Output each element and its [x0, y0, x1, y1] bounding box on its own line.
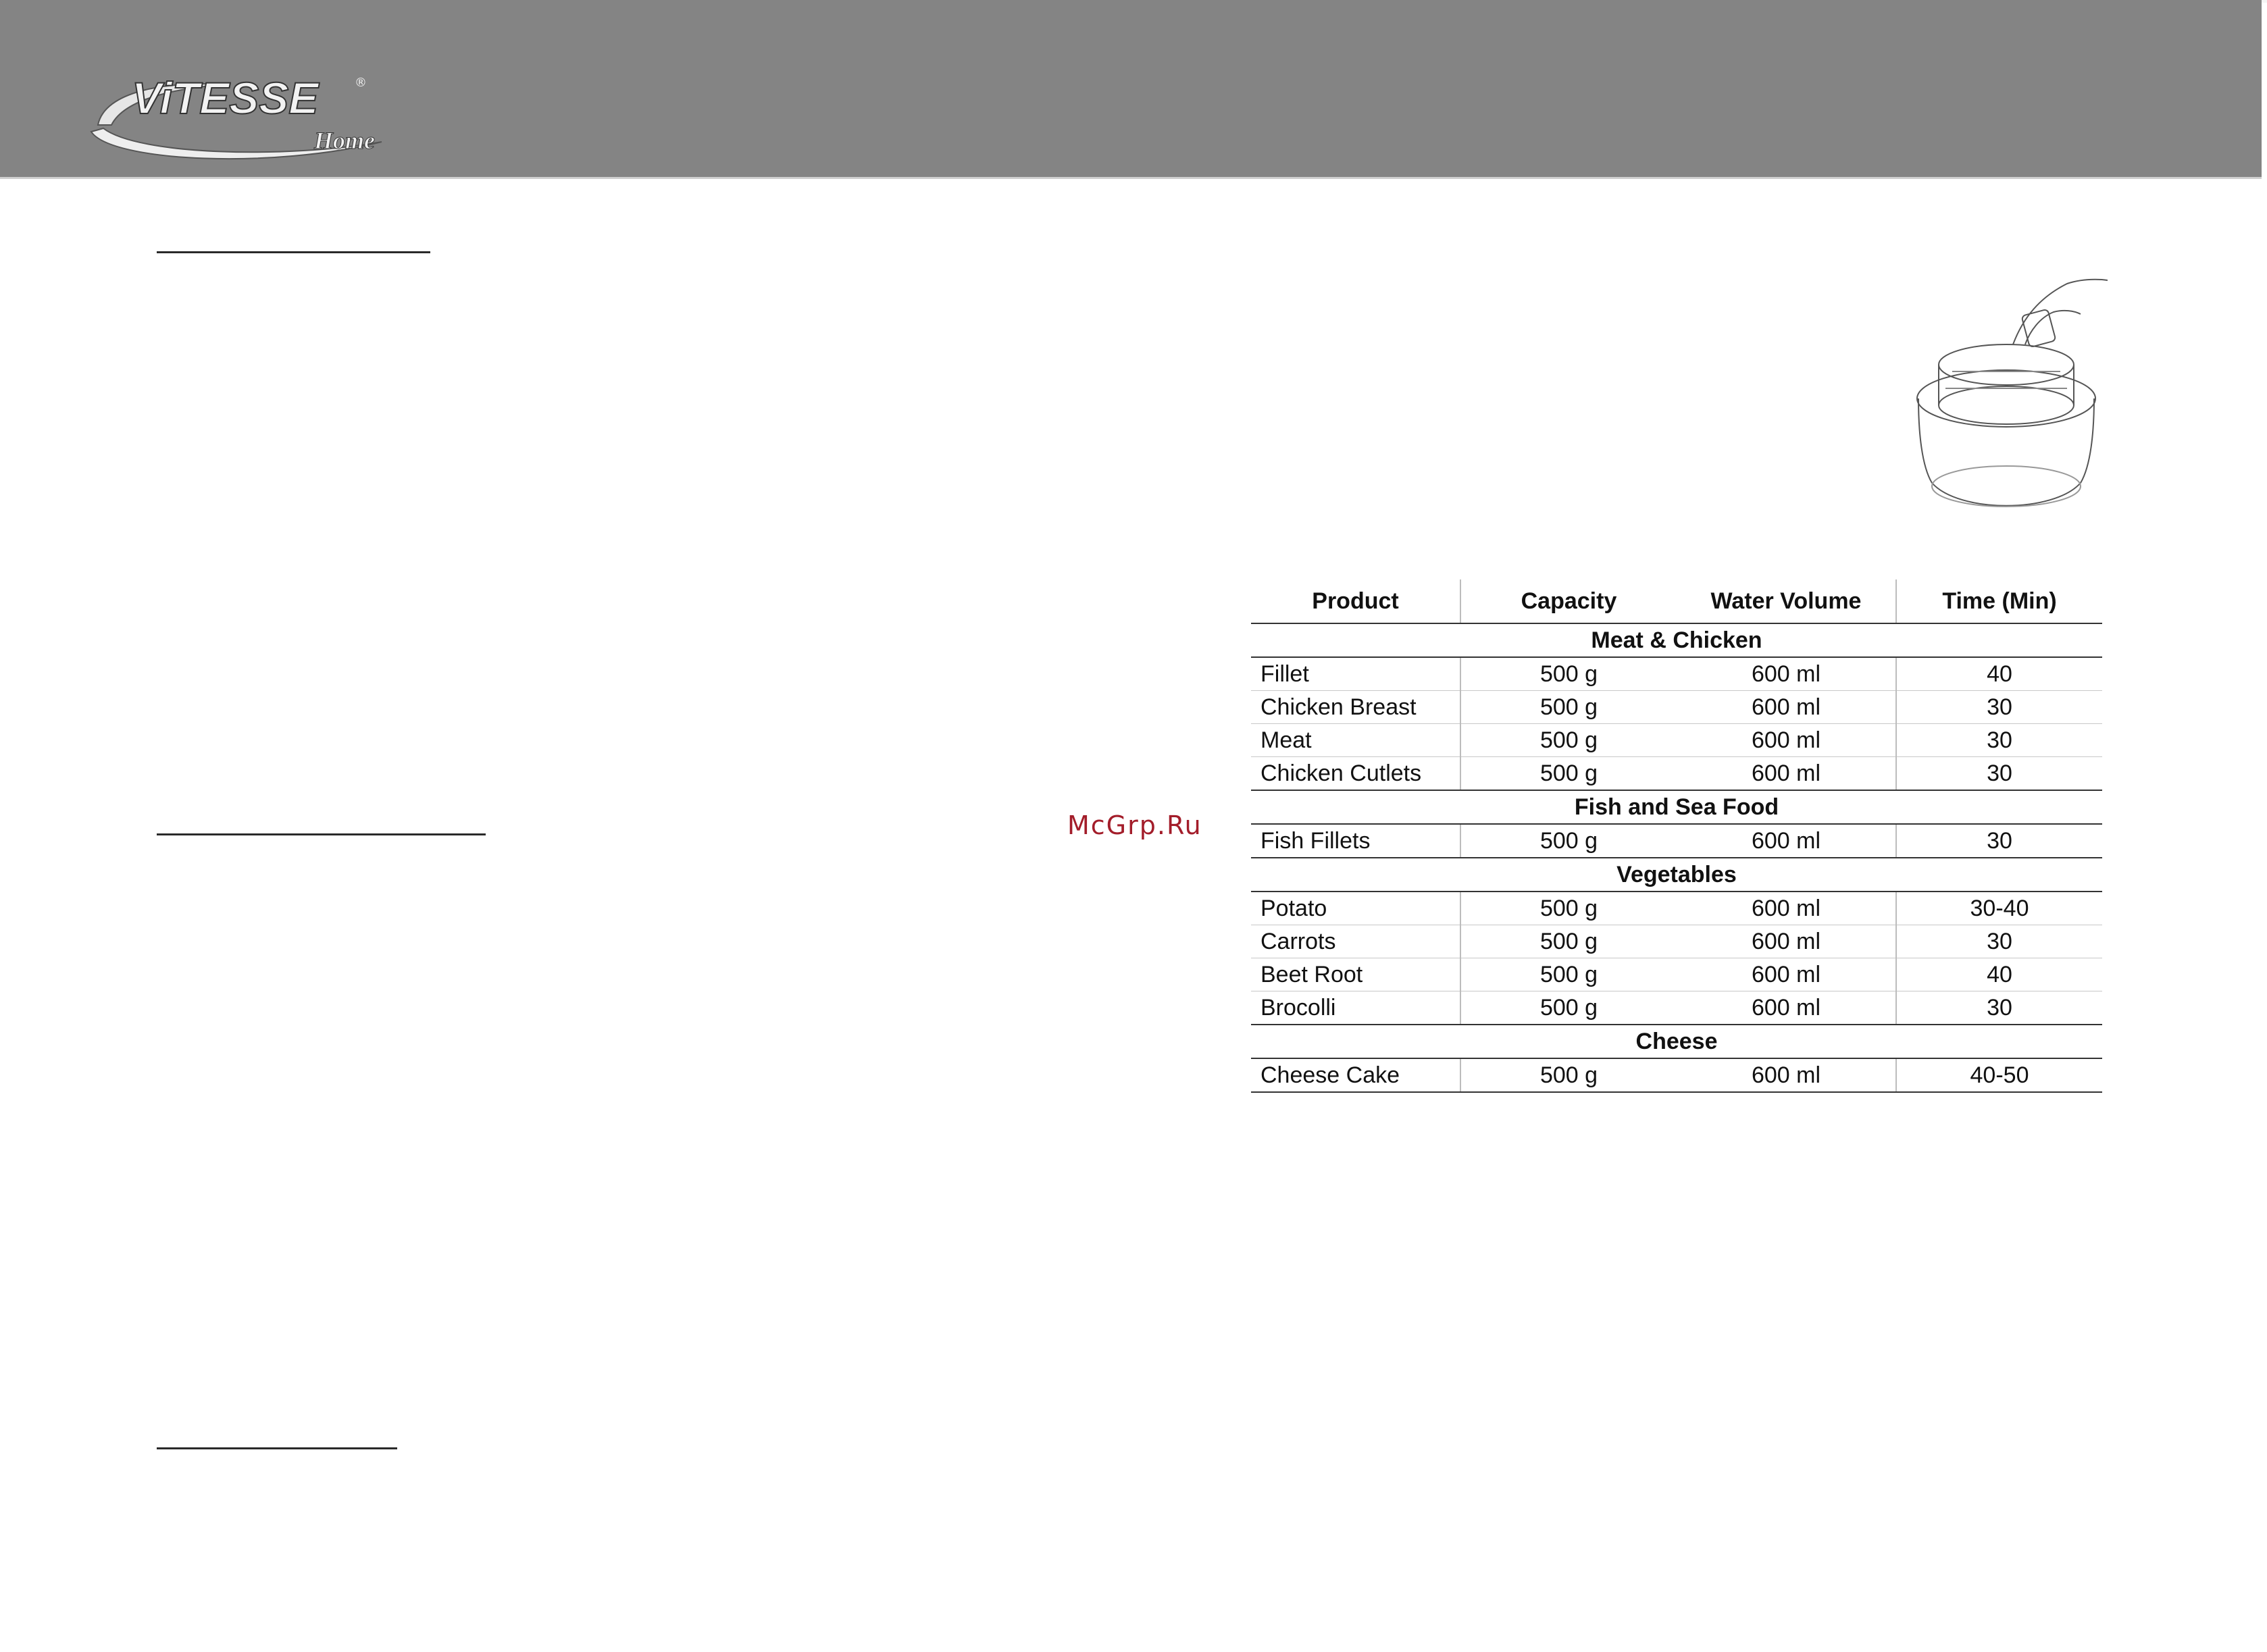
- group-row: [1251, 858, 2102, 892]
- cell-time: 30: [1896, 691, 2102, 724]
- group-title: Vegetables: [1251, 858, 2102, 892]
- cell-capacity: 500 g: [1460, 824, 1677, 858]
- cell-capacity: 500 g: [1460, 691, 1677, 724]
- cooking-times-table: [1251, 579, 2102, 1093]
- cell-product: Potato: [1251, 892, 1460, 925]
- cell-capacity: 500 g: [1460, 657, 1677, 691]
- logo-wordmark: ViTESSE: [132, 73, 319, 123]
- table-row: [1251, 757, 2102, 791]
- group-title: Meat & Chicken: [1251, 623, 2102, 657]
- svg-text:®: ®: [355, 76, 367, 90]
- table-row: [1251, 691, 2102, 724]
- col-header-water: Water Volume: [1677, 579, 1896, 623]
- section-heading-underline: [157, 1447, 397, 1449]
- cell-capacity: 500 g: [1460, 1058, 1677, 1092]
- cell-product: Chicken Cutlets: [1251, 757, 1460, 791]
- group-row: [1251, 1025, 2102, 1058]
- table-row: [1251, 925, 2102, 958]
- cell-water: 600 ml: [1677, 757, 1896, 791]
- cell-product: Fillet: [1251, 657, 1460, 691]
- table-row: [1251, 1058, 2102, 1092]
- group-row: [1251, 623, 2102, 657]
- cell-water: 600 ml: [1677, 824, 1896, 858]
- section-heading-underline: [157, 251, 430, 253]
- cell-water: 600 ml: [1677, 724, 1896, 757]
- section-heading-underline: [157, 833, 486, 835]
- cell-product: Fish Fillets: [1251, 824, 1460, 858]
- cell-time: 40: [1896, 657, 2102, 691]
- group-title: Cheese: [1251, 1025, 2102, 1058]
- cell-time: 30: [1896, 757, 2102, 791]
- cell-water: 600 ml: [1677, 892, 1896, 925]
- cell-water: 600 ml: [1677, 925, 1896, 958]
- cell-time: 40-50: [1896, 1058, 2102, 1092]
- table-row: [1251, 724, 2102, 757]
- cell-capacity: 500 g: [1460, 724, 1677, 757]
- vitesse-logo-graphic: [84, 68, 409, 162]
- cell-water: 600 ml: [1677, 991, 1896, 1025]
- cell-capacity: 500 g: [1460, 892, 1677, 925]
- cell-product: Brocolli: [1251, 991, 1460, 1025]
- cell-capacity: 500 g: [1460, 958, 1677, 991]
- watermark-text: McGrp.Ru: [1067, 810, 1202, 840]
- table-row: [1251, 892, 2102, 925]
- table-row: [1251, 824, 2102, 858]
- group-row: [1251, 790, 2102, 824]
- cell-product: Carrots: [1251, 925, 1460, 958]
- logo-subtext: Home: [314, 127, 375, 154]
- cell-capacity: 500 g: [1460, 757, 1677, 791]
- cell-time: 40: [1896, 958, 2102, 991]
- col-header-product: Product: [1251, 579, 1460, 623]
- table-header-row: [1251, 579, 2102, 623]
- cell-time: 30: [1896, 824, 2102, 858]
- steamer-pot-icon: [1905, 270, 2108, 527]
- cell-product: Beet Root: [1251, 958, 1460, 991]
- group-title: Fish and Sea Food: [1251, 790, 2102, 824]
- table-row: [1251, 657, 2102, 691]
- brand-logo: [84, 68, 409, 162]
- cell-product: Meat: [1251, 724, 1460, 757]
- cell-time: 30: [1896, 724, 2102, 757]
- table-row: [1251, 991, 2102, 1025]
- cell-time: 30: [1896, 991, 2102, 1025]
- cell-product: Cheese Cake: [1251, 1058, 1460, 1092]
- cell-capacity: 500 g: [1460, 925, 1677, 958]
- cell-water: 600 ml: [1677, 958, 1896, 991]
- cell-time: 30-40: [1896, 892, 2102, 925]
- table-row: [1251, 958, 2102, 991]
- cell-time: 30: [1896, 925, 2102, 958]
- col-header-capacity: Capacity: [1460, 579, 1677, 623]
- cell-product: Chicken Breast: [1251, 691, 1460, 724]
- cell-water: 600 ml: [1677, 657, 1896, 691]
- cell-water: 600 ml: [1677, 691, 1896, 724]
- col-header-time: Time (Min): [1896, 579, 2102, 623]
- steamer-basket-illustration: [1905, 270, 2108, 527]
- cell-water: 600 ml: [1677, 1058, 1896, 1092]
- cell-capacity: 500 g: [1460, 991, 1677, 1025]
